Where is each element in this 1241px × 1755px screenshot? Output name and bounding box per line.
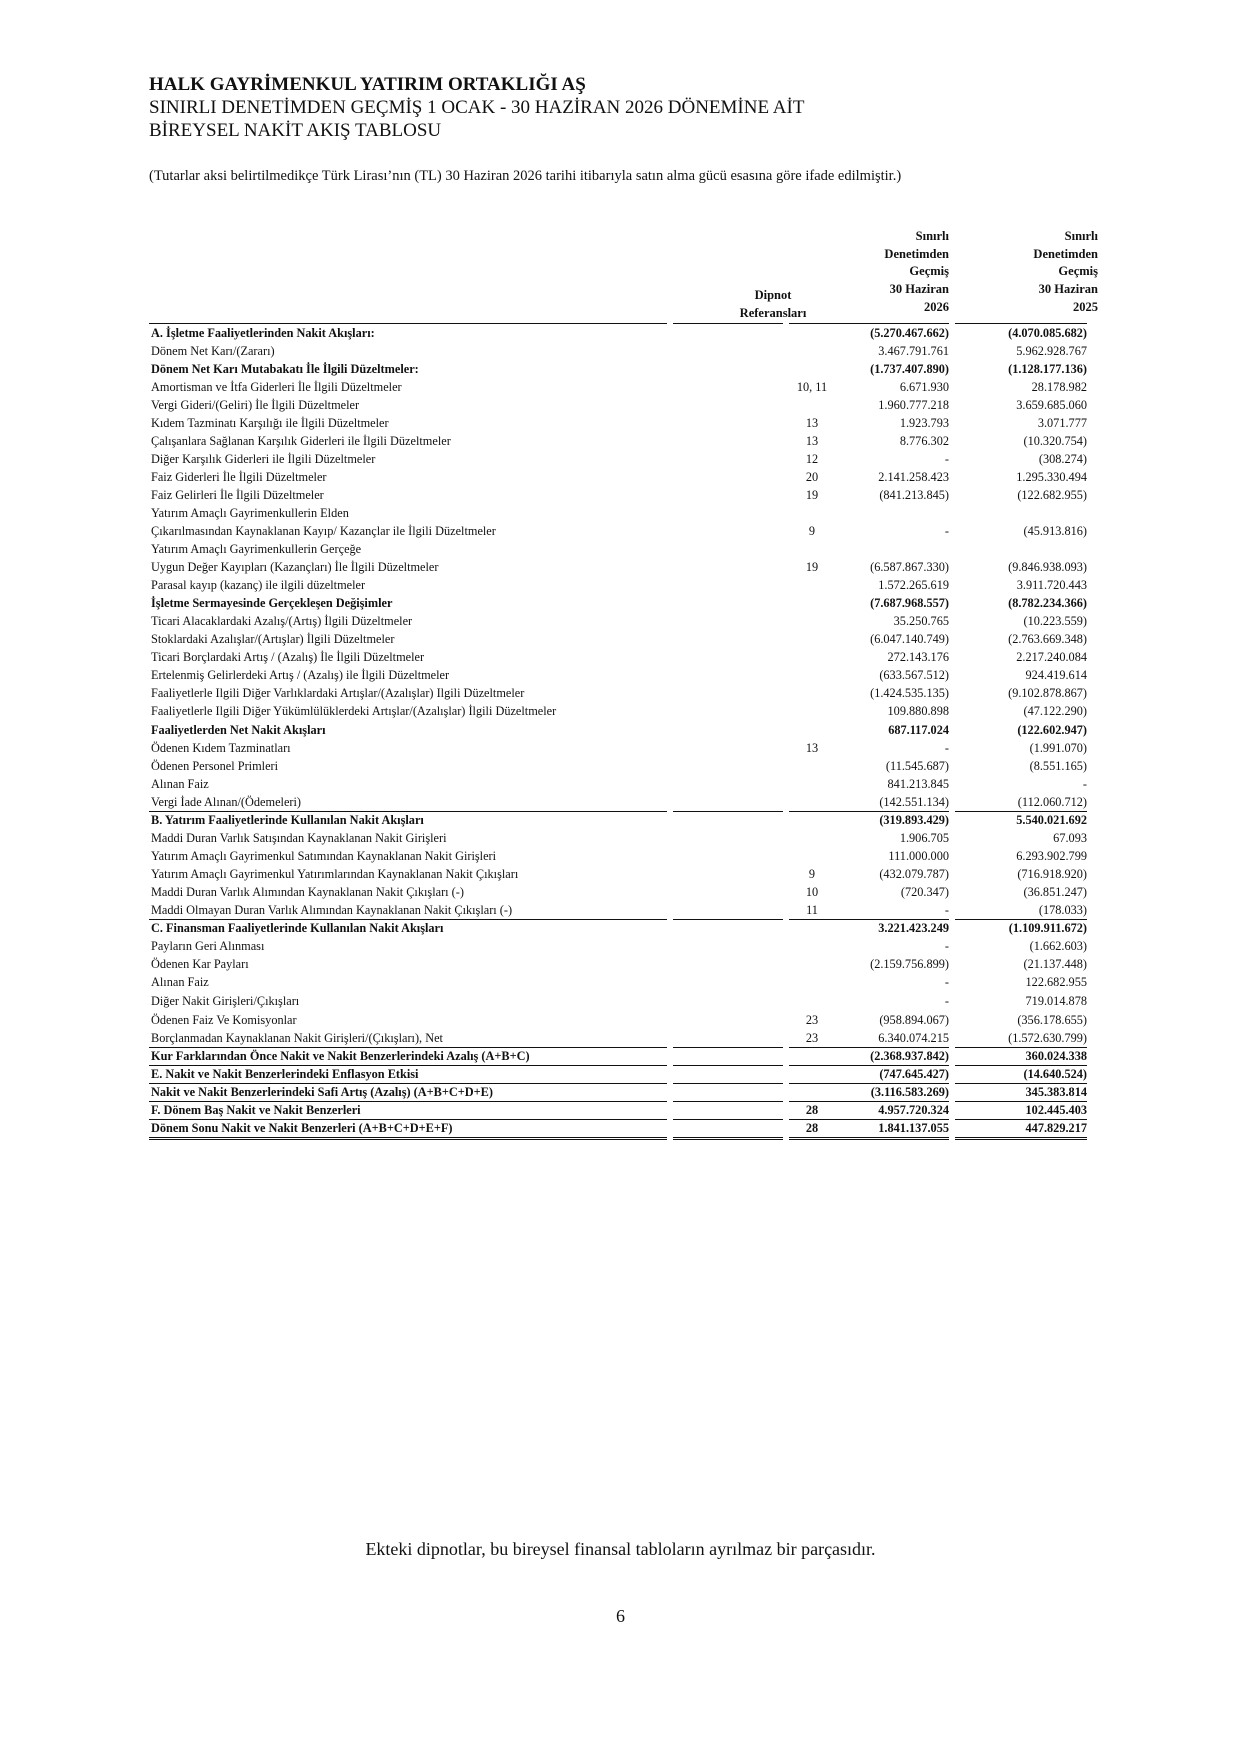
table-row: [149, 1029, 1089, 1047]
column-header-dipnot: Dipnot Referansları: [739, 288, 807, 320]
company-name: HALK GAYRİMENKUL YATIRIM ORTAKLIĞI AŞ: [149, 74, 586, 95]
row-label: Uygun Değer Kayıpları (Kazançları) İle İlgili Düzeltmeler: [151, 560, 439, 574]
row-label: Dönem Sonu Nakit ve Nakit Benzerleri (A+B+C+D+E+F): [151, 1121, 453, 1135]
table-row: [149, 540, 1089, 558]
row-value-2026: 6.671.930: [899, 380, 949, 394]
row-label: Yatırım Amaçlı Gayrimenkullerin Elden: [151, 506, 349, 520]
row-value-2026: (2.368.937.842): [870, 1049, 949, 1063]
row-value-2026: (3.116.583.269): [870, 1085, 949, 1099]
table-row: [149, 1101, 1089, 1119]
row-value-2025: (1.572.630.799): [1008, 1031, 1087, 1045]
row-value-2026: 6.340.074.215: [878, 1031, 949, 1045]
row-dipnot-ref: 23: [805, 1013, 819, 1027]
table-row: [149, 648, 1089, 666]
table-row: [149, 937, 1089, 955]
row-value-2026: 687.117.024: [888, 723, 949, 737]
row-value-2025: 6.293.902.799: [1016, 849, 1087, 863]
row-label: Diğer Karşılık Giderleri ile İlgili Düzeltmeler: [151, 452, 376, 466]
row-label: İşletme Sermayesinde Gerçekleşen Değişimler: [151, 596, 393, 610]
table-row: [149, 450, 1089, 468]
row-value-2025: (1.662.603): [1029, 939, 1087, 953]
row-value-2025: 360.024.338: [1025, 1049, 1087, 1063]
row-value-2025: (2.763.669.348): [1008, 632, 1087, 646]
row-value-2025: 719.014.878: [1025, 994, 1087, 1008]
row-value-2025: 3.071.777: [1037, 416, 1087, 430]
row-value-2026: (1.424.535.135): [870, 686, 949, 700]
row-label: B. Yatırım Faaliyetlerinde Kullanılan Nakit Akışları: [151, 813, 424, 827]
row-label: Faiz Giderleri İle İlgili Düzeltmeler: [151, 470, 327, 484]
row-value-2026: (958.894.067): [879, 1013, 949, 1027]
row-dipnot-ref: 13: [805, 741, 819, 755]
table-row: [149, 576, 1089, 594]
row-label: Ticari Borçlardaki Artış / (Azalış) İle İlgili Düzeltmeler: [151, 650, 425, 664]
row-value-2025: 924.419.614: [1025, 668, 1087, 682]
row-label: Ertelenmiş Gelirlerdeki Artış / (Azalış) ile İlgili Düzeltmeler: [151, 668, 450, 682]
row-value-2025: 3.911.720.443: [1016, 578, 1087, 592]
row-value-2026: 4.957.720.324: [878, 1103, 949, 1117]
table-row: [149, 432, 1089, 450]
row-value-2026: -: [944, 994, 949, 1008]
row-value-2026: -: [944, 741, 949, 755]
row-dipnot-ref: 23: [805, 1031, 819, 1045]
row-dipnot-ref: 9: [808, 524, 816, 538]
row-value-2025: (10.223.559): [1023, 614, 1087, 628]
row-value-2026: (432.079.787): [879, 867, 949, 881]
header-rule: [673, 323, 783, 324]
row-label: F. Dönem Baş Nakit ve Nakit Benzerleri: [151, 1103, 361, 1117]
table-row: [149, 811, 1089, 829]
row-value-2025: (10.320.754): [1023, 434, 1087, 448]
row-label: Ödenen Kar Payları: [151, 957, 249, 971]
row-label: Nakit ve Nakit Benzerlerindeki Safi Artış (Azalış) (A+B+C+D+E): [151, 1085, 493, 1099]
table-row: [149, 757, 1089, 775]
row-value-2025: (112.060.712): [1017, 795, 1087, 809]
column-header-2025: Sınırlı Denetimden Geçmiş 30 Haziran 2025: [1033, 229, 1098, 314]
row-value-2025: 102.445.403: [1025, 1103, 1087, 1117]
table-row: [149, 1011, 1089, 1029]
row-value-2026: (5.270.467.662): [870, 326, 949, 340]
table-row: [149, 342, 1089, 360]
row-value-2025: (122.682.955): [1017, 488, 1087, 502]
row-label: E. Nakit ve Nakit Benzerlerindeki Enflasyon Etkisi: [151, 1067, 419, 1081]
row-rule: [673, 1047, 783, 1048]
row-label: Alınan Faiz: [151, 975, 209, 989]
row-value-2025: (9.102.878.867): [1008, 686, 1087, 700]
row-label: Faaliyetlerle Ilgili Diğer Yükümlülüklerdeki Artışlar/(Azalışlar) İlgili Düzeltmeler: [151, 704, 557, 718]
row-label: Parasal kayıp (kazanç) ile ilgili düzeltmeler: [151, 578, 366, 592]
table-row: [149, 1047, 1089, 1065]
table-row: [149, 955, 1089, 973]
row-value-2026: 3.221.423.249: [878, 921, 949, 935]
table-row: [149, 919, 1089, 937]
table-row: [149, 378, 1089, 396]
row-value-2025: (356.178.655): [1017, 1013, 1087, 1027]
row-value-2025: (9.846.938.093): [1008, 560, 1087, 574]
table-row: [149, 992, 1089, 1011]
row-value-2026: 1.960.777.218: [878, 398, 949, 412]
page-number: 6: [616, 1606, 625, 1626]
row-dipnot-ref: 20: [805, 470, 819, 484]
row-dipnot-ref: 9: [808, 867, 816, 881]
row-rule: [673, 811, 783, 812]
row-dipnot-ref: 19: [805, 560, 819, 574]
row-label: Ticari Alacaklardaki Azalış/(Artış) İlgili Düzeltmeler: [151, 614, 413, 628]
table-body: [149, 324, 1089, 1137]
table-row: [149, 414, 1089, 432]
total-double-rule: [789, 1137, 949, 1140]
row-label: Vergi Gideri/(Geliri) İle İlgili Düzeltmeler: [151, 398, 360, 412]
row-value-2026: 2.141.258.423: [878, 470, 949, 484]
table-row: [149, 793, 1089, 811]
row-dipnot-ref: 28: [805, 1121, 819, 1135]
table-row: [149, 630, 1089, 648]
row-label: Faaliyetlerden Net Nakit Akışları: [151, 723, 326, 737]
row-dipnot-ref: 28: [805, 1103, 819, 1117]
row-value-2026: -: [944, 524, 949, 538]
row-rule: [673, 1065, 783, 1066]
row-label: Maddi Duran Varlık Satışından Kaynaklanan Nakit Girişleri: [151, 831, 447, 845]
row-dipnot-ref: 11: [806, 903, 818, 917]
row-label: Dönem Net Karı Mutabakatı İle İlgili Düzeltmeler:: [151, 362, 419, 376]
table-row: [149, 775, 1089, 793]
table-row: [149, 666, 1089, 684]
table-row: [149, 973, 1089, 992]
table-row: [149, 612, 1089, 630]
column-header-2026: Sınırlı Denetimden Geçmiş 30 Haziran 2026: [884, 229, 949, 314]
row-value-2026: (720.347): [900, 885, 949, 899]
header-rule: [789, 323, 949, 324]
row-value-2025: 3.659.685.060: [1016, 398, 1087, 412]
row-value-2025: (716.918.920): [1017, 867, 1087, 881]
row-value-2025: 5.962.928.767: [1016, 344, 1087, 358]
row-label: A. İşletme Faaliyetlerinden Nakit Akışları:: [151, 326, 375, 340]
footer-note: Ekteki dipnotlar, bu bireysel finansal tabloların ayrılmaz bir parçasıdır.: [365, 1539, 876, 1559]
row-label: Maddi Duran Varlık Alımından Kaynaklanan Nakit Çıkışları (-): [151, 885, 464, 899]
row-value-2025: (122.602.947): [1017, 723, 1087, 737]
total-double-rule: [149, 1137, 667, 1140]
header-rule: [149, 323, 667, 324]
row-label: Faaliyetlerle Ilgili Diğer Varlıklardaki Artışlar/(Azalışlar) Ilgili Düzeltmeler: [151, 686, 525, 700]
row-value-2026: 8.776.302: [899, 434, 949, 448]
row-value-2026: (2.159.756.899): [870, 957, 949, 971]
table-row: [149, 504, 1089, 522]
statement-title: BİREYSEL NAKİT AKIŞ TABLOSU: [149, 120, 442, 141]
table-row: [149, 739, 1089, 757]
row-value-2026: 841.213.845: [887, 777, 949, 791]
row-rule: [673, 919, 783, 920]
row-value-2025: (21.137.448): [1023, 957, 1087, 971]
row-value-2026: (6.047.140.749): [870, 632, 949, 646]
row-dipnot-ref: 10: [805, 885, 819, 899]
table-row: [149, 865, 1089, 883]
row-value-2025: 5.540.021.692: [1016, 813, 1087, 827]
row-dipnot-ref: 13: [805, 434, 819, 448]
row-label: Yatırım Amaçlı Gayrimenkul Yatırımlarından Kaynaklanan Nakit Çıkışları: [151, 867, 519, 881]
row-label: Borçlanmadan Kaynaklanan Nakit Girişleri/(Çıkışları), Net: [151, 1031, 443, 1045]
row-label: Maddi Olmayan Duran Varlık Alımından Kaynaklanan Nakit Çıkışları (-): [151, 903, 513, 917]
row-value-2025: (1.991.070): [1029, 741, 1087, 755]
row-value-2025: (47.122.290): [1023, 704, 1087, 718]
row-dipnot-ref: 10, 11: [796, 380, 828, 394]
row-dipnot-ref: 19: [805, 488, 819, 502]
row-label: Çıkarılmasından Kaynaklanan Kayıp/ Kazançlar ile İlgili Düzeltmeler: [151, 524, 496, 538]
row-label: Ödenen Faiz Ve Komisyonlar: [151, 1013, 297, 1027]
table-row: [149, 522, 1089, 540]
row-rule: [673, 1083, 783, 1084]
table-row: [149, 847, 1089, 865]
currency-note: (Tutarlar aksi belirtilmedikçe Türk Lirası’nın (TL) 30 Haziran 2026 tarihi itibarıyla satın alma gücü esasına göre ifade edilmiştir.): [149, 168, 902, 184]
row-value-2026: 35.250.765: [893, 614, 949, 628]
row-value-2025: -: [1082, 777, 1087, 791]
row-value-2026: (841.213.845): [879, 488, 949, 502]
table-row: [149, 721, 1089, 739]
row-label: Kur Farklarından Önce Nakit ve Nakit Benzerlerindeki Azalış (A+B+C): [151, 1049, 530, 1063]
row-dipnot-ref: 13: [805, 416, 819, 430]
row-value-2026: -: [944, 452, 949, 466]
row-label: Stoklardaki Azalışlar/(Artışlar) İlgili Düzeltmeler: [151, 632, 395, 646]
row-value-2025: 2.217.240.084: [1016, 650, 1087, 664]
row-value-2025: (45.913.816): [1023, 524, 1087, 538]
row-value-2025: (1.109.911.672): [1008, 921, 1087, 935]
row-label: C. Finansman Faaliyetlerinde Kullanılan Nakit Akışları: [151, 921, 444, 935]
table-row: [149, 594, 1089, 612]
row-value-2026: 1.572.265.619: [878, 578, 949, 592]
row-value-2026: (142.551.134): [879, 795, 949, 809]
row-value-2026: 111.000.000: [888, 849, 949, 863]
table-row: [149, 360, 1089, 378]
row-value-2026: (1.737.407.890): [870, 362, 949, 376]
table-row: [149, 486, 1089, 504]
row-value-2025: (36.851.247): [1023, 885, 1087, 899]
row-value-2026: 272.143.176: [887, 650, 949, 664]
row-label: Diğer Nakit Girişleri/Çıkışları: [151, 994, 300, 1008]
row-value-2026: (633.567.512): [879, 668, 949, 682]
row-value-2026: -: [944, 939, 949, 953]
row-value-2025: (8.551.165): [1029, 759, 1087, 773]
row-value-2026: -: [944, 975, 949, 989]
table-row: [149, 1065, 1089, 1083]
table-row: [149, 396, 1089, 414]
row-label: Kıdem Tazminatı Karşılığı ile İlgili Düzeltmeler: [151, 416, 389, 430]
table-row: [149, 1083, 1089, 1101]
row-value-2026: (6.587.867.330): [870, 560, 949, 574]
row-value-2026: -: [944, 903, 949, 917]
row-value-2026: 1.841.137.055: [878, 1121, 949, 1135]
row-value-2025: (14.640.524): [1023, 1067, 1087, 1081]
row-label: Faiz Gelirleri İle İlgili Düzeltmeler: [151, 488, 324, 502]
row-value-2025: (1.128.177.136): [1008, 362, 1087, 376]
row-value-2025: (4.070.085.682): [1008, 326, 1087, 340]
header-rule: [955, 323, 1087, 324]
row-label: Ödenen Kıdem Tazminatları: [151, 741, 291, 755]
total-double-rule: [673, 1137, 783, 1140]
table-row: [149, 684, 1089, 702]
row-value-2025: (8.782.234.366): [1008, 596, 1087, 610]
table-row: [149, 324, 1089, 342]
row-value-2026: 3.467.791.761: [878, 344, 949, 358]
row-label: Payların Geri Alınması: [151, 939, 265, 953]
row-value-2026: (7.687.968.557): [870, 596, 949, 610]
row-value-2026: (319.893.429): [879, 813, 949, 827]
row-value-2025: 67.093: [1053, 831, 1087, 845]
row-value-2026: (11.545.687): [885, 759, 949, 773]
row-label: Alınan Faiz: [151, 777, 209, 791]
row-value-2025: (178.033): [1038, 903, 1087, 917]
report-period-title: SINIRLI DENETİMDEN GEÇMİŞ 1 OCAK - 30 HAZİRAN 2026 DÖNEMİNE AİT: [149, 97, 805, 118]
row-dipnot-ref: 12: [805, 452, 819, 466]
row-label: Ödenen Personel Primleri: [151, 759, 279, 773]
table-row: [149, 468, 1089, 486]
table-row: [149, 901, 1089, 919]
row-label: Amortisman ve İtfa Giderleri İle İlgili Düzeltmeler: [151, 380, 402, 394]
row-value-2026: 1.906.705: [899, 831, 949, 845]
row-label: Dönem Net Karı/(Zararı): [151, 344, 275, 358]
row-value-2025: 122.682.955: [1025, 975, 1087, 989]
row-value-2025: 1.295.330.494: [1016, 470, 1087, 484]
row-value-2026: 109.880.898: [887, 704, 949, 718]
table-row: [149, 883, 1089, 901]
row-value-2025: (308.274): [1038, 452, 1087, 466]
row-value-2025: 28.178.982: [1031, 380, 1087, 394]
row-value-2025: 447.829.217: [1025, 1121, 1087, 1135]
table-row: [149, 1119, 1089, 1137]
row-label: Çalışanlara Sağlanan Karşılık Giderleri ile İlgili Düzeltmeler: [151, 434, 451, 448]
table-row: [149, 829, 1089, 847]
row-value-2026: 1.923.793: [899, 416, 949, 430]
row-label: Vergi İade Alınan/(Ödemeleri): [151, 795, 302, 809]
row-label: Yatırım Amaçlı Gayrimenkullerin Gerçeğe: [151, 542, 362, 556]
row-value-2026: (747.645.427): [879, 1067, 949, 1081]
table-row: [149, 558, 1089, 576]
table-row: [149, 702, 1089, 721]
row-value-2025: 345.383.814: [1025, 1085, 1087, 1099]
total-double-rule: [955, 1137, 1087, 1140]
row-label: Yatırım Amaçlı Gayrimenkul Satımından Kaynaklanan Nakit Girişleri: [151, 849, 497, 863]
